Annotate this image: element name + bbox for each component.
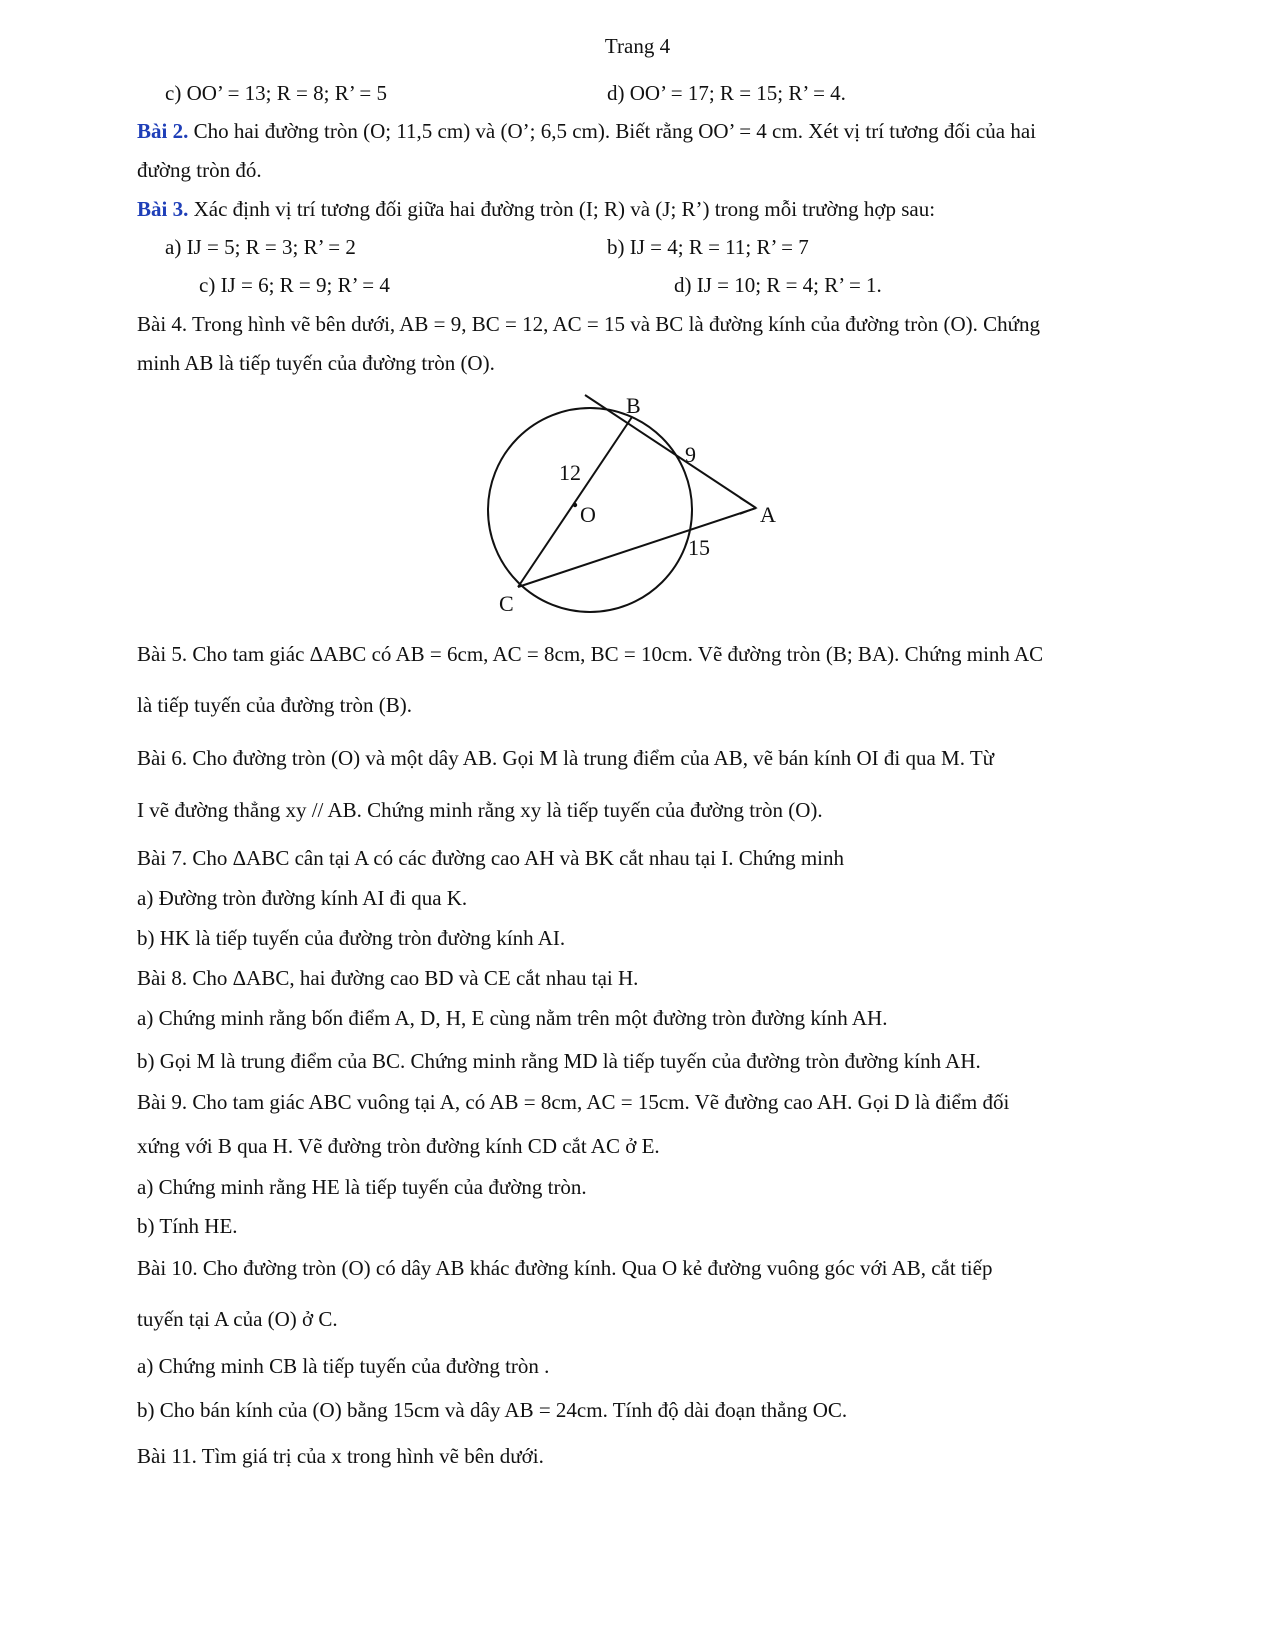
bai3-item-c: c) IJ = 6; R = 9; R’ = 4 — [199, 273, 390, 297]
length-ab: 9 — [685, 442, 696, 467]
label-a: A — [760, 502, 776, 527]
bai2-line-2: đường tròn đó. — [137, 158, 262, 182]
bai6-line-1: Bài 6. Cho đường tròn (O) và một dây AB. Gọi M là trung điểm của AB, vẽ bán kính OI đi qua M. Từ — [137, 746, 995, 770]
bai3-text: Xác định vị trí tương đối giữa hai đường tròn (I; R) và (J; R’) trong mỗi trường hợp sau: — [193, 197, 936, 221]
bai2-text-1: Cho hai đường tròn (O; 11,5 cm) và (O’; 6,5 cm). Biết rằng OO’ = 4 cm. Xét vị trí tương đối của hai — [193, 119, 1036, 143]
bai9-line-2: xứng với B qua H. Vẽ đường tròn đường kính CD cắt AC ở E. — [137, 1134, 660, 1158]
bai5-line-2: là tiếp tuyến của đường tròn (B). — [137, 693, 412, 717]
bai4-line-2: minh AB là tiếp tuyến của đường tròn (O). — [137, 351, 495, 375]
segment-ac — [518, 508, 756, 587]
diameter-bc — [518, 417, 632, 587]
bai8-item-b: b) Gọi M là trung điểm của BC. Chứng minh rằng MD là tiếp tuyến của đường tròn đường kính AH. — [137, 1049, 981, 1073]
geometry-figure — [440, 385, 800, 625]
bai7-item-b: b) HK là tiếp tuyến của đường tròn đường kính AI. — [137, 926, 566, 950]
bai9-line-1: Bài 9. Cho tam giác ABC vuông tại A, có AB = 8cm, AC = 15cm. Vẽ đường cao AH. Gọi D là điểm đối — [137, 1090, 1010, 1114]
bai10-item-a: a) Chứng minh CB là tiếp tuyến của đường tròn . — [137, 1354, 550, 1378]
bai10-line-2: tuyến tại A của (O) ở C. — [137, 1307, 338, 1331]
bai6-line-2: I vẽ đường thẳng xy // AB. Chứng minh rằng xy là tiếp tuyến của đường tròn (O). — [137, 798, 823, 822]
label-c: C — [499, 591, 514, 616]
length-ac: 15 — [688, 535, 710, 560]
label-o: O — [580, 502, 596, 527]
bai8-line-1: Bài 8. Cho ΔABC, hai đường cao BD và CE cắt nhau tại H. — [137, 966, 639, 990]
bai9-item-b: b) Tính HE. — [137, 1214, 238, 1238]
bai5-line-1: Bài 5. Cho tam giác ΔABC có AB = 6cm, AC = 8cm, BC = 10cm. Vẽ đường tròn (B; BA). Chứng minh AC — [137, 642, 1044, 666]
bai7-item-a: a) Đường tròn đường kính AI đi qua K. — [137, 886, 468, 910]
bai1-item-d: d) OO’ = 17; R = 15; R’ = 4. — [607, 81, 846, 105]
bai3-item-b: b) IJ = 4; R = 11; R’ = 7 — [607, 235, 809, 259]
length-bc: 12 — [559, 460, 581, 485]
tangent-ab — [585, 395, 756, 508]
bai8-item-a: a) Chứng minh rằng bốn điểm A, D, H, E cùng nằm trên một đường tròn đường kính AH. — [137, 1006, 888, 1030]
bai3-item-a: a) IJ = 5; R = 3; R’ = 2 — [165, 235, 356, 259]
bai2-line-1 — [137, 118, 1167, 144]
bai3-label: Bài 3. — [137, 197, 189, 221]
page-number: Trang 4 — [604, 34, 671, 58]
bai7-line-1: Bài 7. Cho ΔABC cân tại A có các đường cao AH và BK cắt nhau tại I. Chứng minh — [137, 846, 844, 870]
bai2-label: Bài 2. — [137, 119, 189, 143]
bai3-line-1 — [137, 196, 1167, 222]
label-b: B — [626, 393, 641, 418]
bai4-line-1: Bài 4. Trong hình vẽ bên dưới, AB = 9, BC = 12, AC = 15 và BC là đường kính của đường tròn (O). Chứng — [137, 312, 1041, 336]
center-o-dot — [573, 503, 577, 507]
bai10-item-b: b) Cho bán kính của (O) bằng 15cm và dây AB = 24cm. Tính độ dài đoạn thẳng OC. — [137, 1398, 848, 1422]
bai9-item-a: a) Chứng minh rằng HE là tiếp tuyến của đường tròn. — [137, 1175, 587, 1199]
bai11-line-1: Bài 11. Tìm giá trị của x trong hình vẽ bên dưới. — [137, 1444, 544, 1468]
bai10-line-1: Bài 10. Cho đường tròn (O) có dây AB khác đường kính. Qua O kẻ đường vuông góc với AB, cắt tiếp — [137, 1256, 993, 1280]
bai1-item-c: c) OO’ = 13; R = 8; R’ = 5 — [165, 81, 387, 105]
bai3-item-d: d) IJ = 10; R = 4; R’ = 1. — [674, 273, 882, 297]
